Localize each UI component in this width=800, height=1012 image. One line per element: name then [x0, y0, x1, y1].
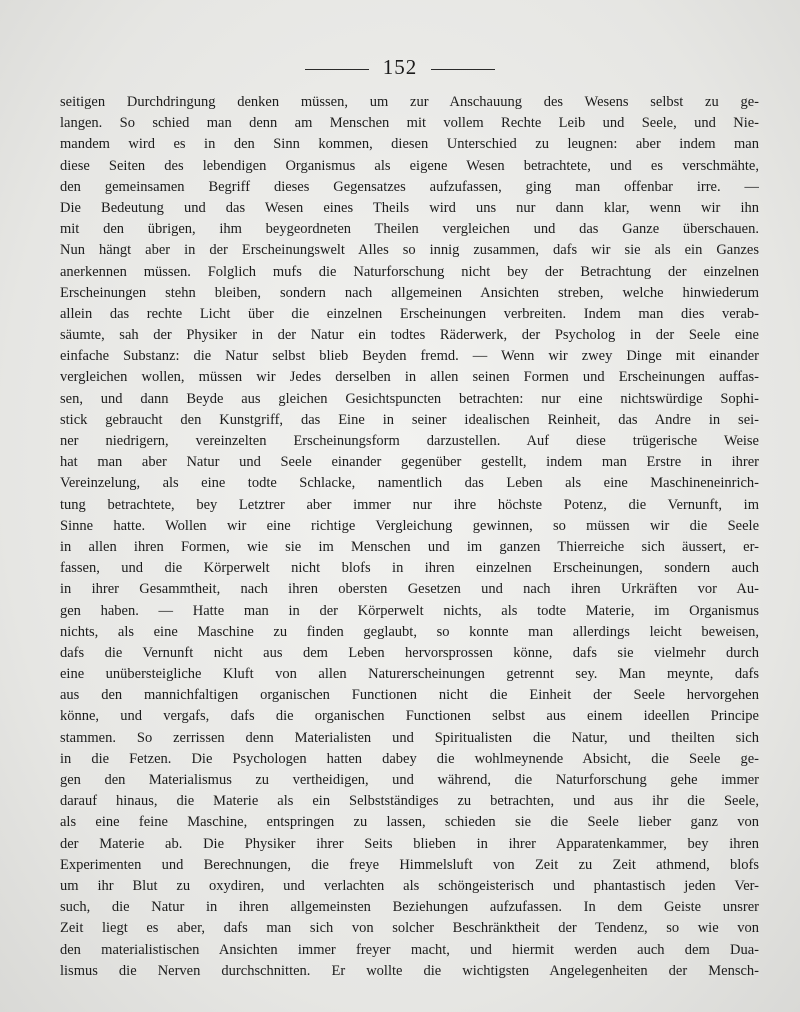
header-rule-left [305, 69, 369, 70]
text-line: mandem wird es in den Sinn kommen, diesen Unterschied zu leugnen: aber indem man [60, 136, 759, 153]
text-line: um ihr Blut zu oxydiren, und verlachten als schöngeisterisch und phantastisch jeden Ver- [60, 877, 759, 894]
text-line: den materialistischen Ansichten immer freyer macht, und hiermit werden auch dem Dua- [60, 941, 759, 958]
text-line: der Materie ab. Die Physiker ihrer Seits blieben in ihrer Apparatenkammer, bey ihren [60, 835, 759, 852]
text-line: in ihrer Gesammtheit, nach ihren obersten Gesetzen und nach ihren Urkräften vor Au- [60, 581, 759, 598]
text-line: allein das rechte Licht über die einzelnen Erscheinungen verbreiten. Indem man dies verab- [60, 305, 759, 322]
text-line: ner niedrigern, vereinzelten Erscheinungsform darzustellen. Auf diese trügerische Weise [60, 433, 759, 449]
text-line: in die Fetzen. Die Psychologen hatten dabey die wohlmeynende Absicht, die Seele ge- [60, 750, 759, 767]
text-line: in allen ihren Formen, wie sie im Menschen und im ganzen Thierreiche sich äussert, er- [60, 538, 759, 555]
text-line: Sinne hatte. Wollen wir eine richtige Vergleichung gewinnen, so müssen wir die Seele [60, 517, 759, 534]
text-line: Experimenten und Berechnungen, die freye Himmelsluft von Zeit zu Zeit athmend, blofs [60, 856, 759, 873]
page-number: 152 [382, 54, 418, 79]
text-line: langen. So schied man denn am Menschen mit vollem Rechte Leib und Seele, und Nie- [60, 115, 759, 132]
text-line: sen, und dann Beyde aus gleichen Gesichtspuncten betrachten: nur eine nichtswürdige Sophi- [60, 390, 759, 407]
text-line: dafs die Vernunft nicht aus dem Leben hervorsprossen könne, dafs sie vielmehr durch [60, 644, 759, 661]
text-line: mit den übrigen, ihm beygeordneten Theilen vergleichen und das Ganze überschauen. [60, 221, 759, 238]
text-line: aus den mannichfaltigen organischen Functionen nicht die Einheit der Seele hervorgehen [60, 687, 759, 704]
text-line: fassen, und die Körperwelt nicht blofs in ihren einzelnen Erscheinungen, sondern auch [60, 560, 759, 577]
text-line: gen den Materialismus zu vertheidigen, und während, die Naturforschung gehe immer [60, 772, 759, 788]
text-line: Vereinzelung, als eine todte Schlacke, namentlich das Leben als eine Maschineneinrich- [60, 475, 759, 492]
text-line: könne, und vergafs, dafs die organischen Functionen selbst aus einem ideellen Principe [60, 708, 759, 725]
text-line: hat man aber Natur und Seele einander gegenüber gestellt, indem man Erstre in ihrer [60, 454, 759, 471]
text-line: such, die Natur in ihren allgemeinsten Beziehungen aufzufassen. In dem Geiste unsrer [60, 899, 759, 916]
text-line: stick gebraucht den Kunstgriff, das Eine in seiner idealischen Reinheit, das Andre in sei- [60, 411, 759, 428]
text-line: lismus die Nerven durchschnitten. Er wollte die wichtigsten Angelegenheiten der Mensch- [60, 962, 759, 979]
page-header [0, 52, 800, 82]
text-line: stammen. So zerrissen denn Materialisten und Spiritualisten die Natur, und theilten sich [60, 729, 759, 746]
text-line: gen haben. — Hatte man in der Körperwelt nichts, als todte Materie, im Organismus [60, 602, 759, 619]
text-line: anerkennen müssen. Folglich mufs die Naturforschung nicht bey der Betrachtung der einzelnen [60, 263, 759, 280]
text-line: seitigen Durchdringung denken müssen, um zur Anschauung des Wesens selbst zu ge- [60, 94, 759, 110]
text-line: Nun hängt aber in der Erscheinungswelt Alles so innig zusammen, dafs wir sie als ein Ganzes [60, 242, 759, 259]
text-line: einfache Substanz: die Natur selbst blieb Beyden fremd. — Wenn wir zwey Dinge mit einander [60, 348, 759, 365]
header-rule-right [431, 69, 495, 70]
text-line: Zeit liegt es aber, dafs man sich von solcher Beschränktheit der Tendenz, so wie von [60, 920, 759, 937]
text-line: säumte, sah der Physiker in der Natur ein todtes Räderwerk, der Psycholog in der Seele eine [60, 327, 759, 344]
text-line: Die Bedeutung und das Wesen eines Theils wird uns nur dann klar, wenn wir ihn [60, 199, 759, 216]
text-line: vergleichen wollen, müssen wir Jedes derselben in allen seinen Formen und Erscheinungen auffas- [60, 369, 759, 386]
text-line: den gemeinsamen Begriff dieses Gegensatzes aufzufassen, ging man offenbar irre. — [60, 178, 759, 195]
body-text [60, 92, 759, 982]
text-line: darauf hinaus, die Materie als ein Selbstständiges zu betrachten, und aus ihr die Seele, [60, 793, 759, 810]
text-line: eine unübersteigliche Kluft von allen Naturerscheinungen getrennt sey. Man meynte, dafs [60, 666, 759, 683]
text-line: nichts, als eine Maschine zu finden geglaubt, so konnte man allerdings leicht beweisen, [60, 623, 759, 640]
text-line: tung betrachtete, bey Letztrer aber immer nur ihre höchste Potenz, die Vernunft, im [60, 496, 759, 513]
text-line: als eine feine Maschine, entspringen zu lassen, schieden sie die Seele lieber ganz von [60, 814, 759, 831]
text-line: Erscheinungen stehn bleiben, sondern nach allgemeinen Ansichten streben, welche hinwiederum [60, 284, 759, 301]
text-line: diese Seiten des lebendigen Organismus als eigene Wesen betrachtete, und es verschmähte, [60, 157, 759, 174]
